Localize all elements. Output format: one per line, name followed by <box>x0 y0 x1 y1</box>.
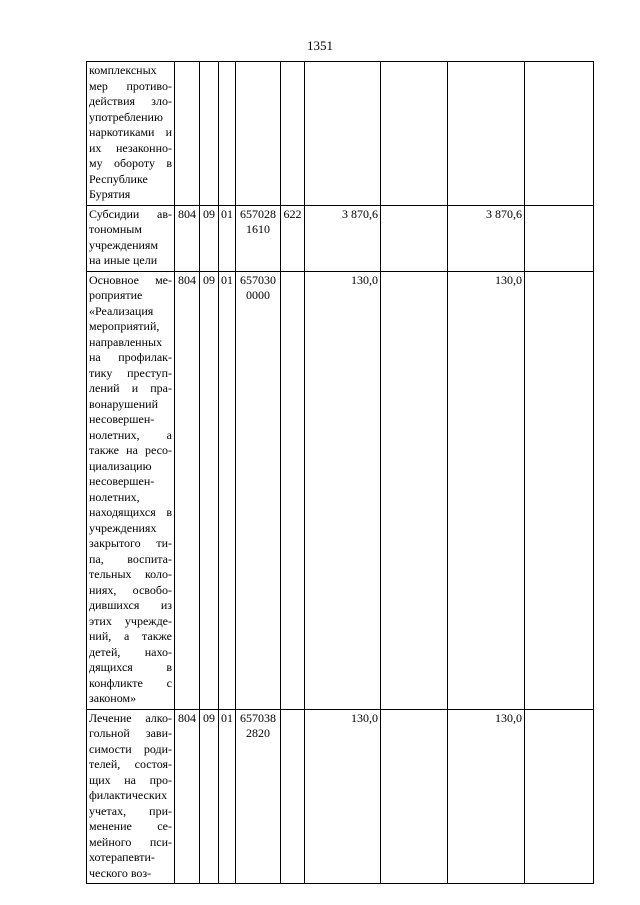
amount-cell <box>525 271 594 709</box>
expense-type-code <box>281 62 305 206</box>
subsection-code <box>219 62 236 206</box>
section-code <box>200 62 219 206</box>
amount-cell <box>381 205 448 271</box>
row-description: Лечение алко-гольной зави-симости роди-телей, состоя-щих на про-филактических учетах, при-менение се-мейного пси-хотерапевти-ческого воз- <box>87 709 175 884</box>
amount-cell: 130,0 <box>448 271 525 709</box>
expense-type-code: 622 <box>281 205 305 271</box>
table-row <box>87 709 594 884</box>
expense-type-code <box>281 271 305 709</box>
amount-cell <box>525 62 594 206</box>
table-row <box>87 62 594 206</box>
amount-cell <box>305 62 381 206</box>
subsection-code: 01 <box>219 205 236 271</box>
section-code: 09 <box>200 709 219 884</box>
table-row <box>87 205 594 271</box>
row-description: Субсидии ав-тономным учреждениям на иные цели <box>87 205 175 271</box>
amount-cell: 130,0 <box>305 709 381 884</box>
ministry-code: 804 <box>175 205 200 271</box>
amount-cell: 3 870,6 <box>305 205 381 271</box>
target-code <box>236 62 281 206</box>
expense-type-code <box>281 709 305 884</box>
section-code: 09 <box>200 205 219 271</box>
row-description: Основное ме-роприятие «Реализация мероприятий, направленных на профилак-тику преступ-лений и пра-вонарушений несовершен-нолетних, а также на ресо-циализацию несовершен-нолетних, находящихся в учреждениях закрытого ти-па, воспита-тельных коло-ниях, освобо-дившихся из этих учрежде-ний, а также детей, нахо-дящихся в конфликте с законом» <box>87 271 175 709</box>
amount-cell: 130,0 <box>305 271 381 709</box>
target-code: 657030 0000 <box>236 271 281 709</box>
table-row <box>87 271 594 709</box>
row-description: комплексных мер противо-действия зло-употреблению наркотиками и их незаконно-му обороту в Республике Бурятия <box>87 62 175 206</box>
amount-cell <box>525 205 594 271</box>
amount-cell <box>448 62 525 206</box>
subsection-code: 01 <box>219 709 236 884</box>
amount-cell <box>381 62 448 206</box>
amount-cell: 3 870,6 <box>448 205 525 271</box>
section-code: 09 <box>200 271 219 709</box>
budget-table <box>86 61 594 884</box>
target-code: 657038 2820 <box>236 709 281 884</box>
subsection-code: 01 <box>219 271 236 709</box>
ministry-code <box>175 62 200 206</box>
target-code: 657028 1610 <box>236 205 281 271</box>
amount-cell <box>381 709 448 884</box>
ministry-code: 804 <box>175 271 200 709</box>
amount-cell: 130,0 <box>448 709 525 884</box>
ministry-code: 804 <box>175 709 200 884</box>
amount-cell <box>381 271 448 709</box>
amount-cell <box>525 709 594 884</box>
page-number: 1351 <box>307 38 333 53</box>
